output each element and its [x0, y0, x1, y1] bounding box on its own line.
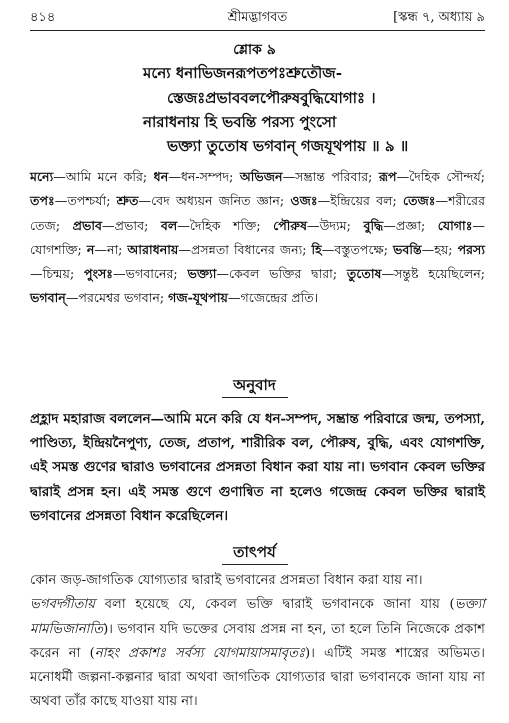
synonym-meaning: —কেবল ভক্তির দ্বারা; — [216, 266, 347, 282]
synonym-word: হি — [311, 241, 322, 257]
book-title: শ্রীমদ্ভাগবত — [227, 10, 288, 25]
synonym-meaning: —হয়; — [421, 241, 458, 257]
purport-text-run: )। এটিই সমস্ত শাস্ত্রের অভিমত। মনোধর্মী জল্পনা-কল্পনার দ্বারা অথবা জাগতিক যোগ্যতার দ্বারা ভগবানকে জানা যায় না অথবা তাঁর কাছে যাওয়া যায় না। — [30, 645, 485, 710]
synonym-word: বল — [160, 217, 178, 233]
synonym-word: ন — [86, 241, 95, 257]
synonym-meaning: —সন্তুষ্ট হয়েছিলেন; — [381, 266, 485, 282]
synonym-meaning: —শরীরের তেজ; — [30, 193, 485, 233]
chapter-reference: [স্কন্ধ ৭, অধ্যায় ৯ — [393, 10, 485, 25]
page-header — [30, 8, 485, 28]
purport-italic: ভগবদ্গীতায় — [30, 597, 96, 613]
synonym-word: পুংসঃ — [84, 266, 114, 282]
synonym-word: বুদ্ধি — [363, 217, 384, 233]
synonym-word: তপঃ — [30, 193, 55, 209]
synonym-meaning: —চিন্ময়; — [30, 266, 85, 282]
synonym-meaning: —প্রভাব; — [102, 217, 161, 233]
synonym-word: যোগাঃ — [437, 217, 473, 233]
synonym-meaning: —তপশ্চর্যা; — [54, 193, 117, 209]
synonym-word: তেজঃ — [402, 193, 436, 209]
verse-line: স্তেজঃপ্রভাববলপৌরুষবুদ্ধিযোগাঃ । — [167, 89, 376, 107]
purport-line-1: কোন জড়-জাগতিক যোগ্যতার দ্বারাই ভগবানের প্রসন্নতা বিধান করা যায় না। — [30, 573, 423, 588]
verse-line: নারাধনায় হি ভবন্তি পরস্য পুংসো — [143, 113, 337, 131]
synonym-meaning: —না; — [94, 241, 128, 257]
synonym-word: অভিজন — [239, 169, 283, 184]
synonym-word: ভক্ত্যা — [187, 266, 217, 282]
synonym-meaning: —ধন-সম্পদ; — [168, 169, 240, 184]
verse-line: মন্যে ধনাভিজনরূপতপঃশ্রুতৌজ- — [143, 64, 342, 82]
purport-title: তাৎপর্য — [233, 543, 276, 561]
synonym-word: ধন — [153, 169, 169, 184]
synonym-meaning: —পরমেশ্বর ভগবান; — [65, 290, 169, 306]
synonym-meaning: —দৈহিক সৌন্দর্য; — [396, 169, 485, 184]
synonym-meaning: —প্রজ্ঞা; — [383, 217, 438, 233]
synonym-meaning: —প্রসন্নতা বিধানের জন্য; — [178, 241, 312, 257]
synonym-word: মন্যে — [30, 169, 54, 184]
page-number: ৪১৪ — [30, 10, 56, 25]
synonyms-block — [30, 165, 485, 311]
synonym-word: পরস্য — [457, 241, 486, 257]
translation-text: প্রহ্লাদ মহারাজ বললেন—আমি মনে করি যে ধন-সম্পদ, সম্ভ্রান্ত পরিবারে জন্ম, তপস্যা, পাণ্ডিত্য, ইন্দ্রিয়নৈপুণ্য, তেজ, প্রতাপ, শারীরিক বল, পৌরুষ, বুদ্ধি, এবং যোগশক্তি, এই সমস্ত গুণের দ্বারাও ভগবানের প্রসন্নতা বিধান করা যায় না। ভগবান কেবল ভক্তির দ্বারাই প্রসন্ন হন। এই সমস্ত গুণে গুণান্বিত না হলেও গজেন্দ্র কেবল ভক্তির দ্বারাই ভগবানের প্রসন্নতা বিধান করেছিলেন। — [30, 411, 485, 524]
synonym-word: রূপ — [378, 169, 397, 184]
verse-line: ভক্ত্যা তুতোষ ভগবান্ গজযূথপায় ॥ ৯ ॥ — [167, 137, 409, 155]
synonym-word: তুতোষ — [346, 266, 382, 282]
synonym-word: শ্রুত — [116, 193, 139, 209]
synonym-word: প্রভাব — [72, 217, 103, 233]
synonym-word: ভবন্তি — [392, 241, 422, 257]
synonym-meaning: —ইন্দ্রিয়ের বল; — [317, 193, 403, 209]
purport-text-run: বলা হয়েছে যে, কেবল ভক্তি দ্বারাই ভগবানকে জানা যায় ( — [95, 597, 455, 613]
title-underline — [222, 564, 288, 565]
synonym-meaning: —ভগবানের; — [113, 266, 188, 282]
synonym-word: ভগবান্ — [30, 290, 66, 306]
synonym-word: আরাধনায় — [127, 241, 179, 257]
verse-number: শ্লোক ৯ — [233, 42, 276, 58]
purport-text-run: )। ভগবান যদি ভক্তের সেবায় প্রসন্ন না হন, তা হলে তিনি নিজেকে প্রকাশ করেন না ( — [30, 621, 485, 661]
purport-paragraph — [30, 593, 485, 714]
purport-italic: নাহং প্রকাশঃ সর্বস্য যোগমায়াসমাবৃতঃ — [94, 645, 306, 661]
synonym-meaning: —গজেন্দ্রের প্রতি। — [227, 290, 319, 306]
synonym-meaning: —সম্ভ্রান্ত পরিবার; — [282, 169, 379, 184]
synonym-meaning: —বেদ অধ্যয়ন জনিত জ্ঞান; — [138, 193, 291, 209]
purport-text — [30, 569, 485, 715]
synonym-word: পৌরুষ — [273, 217, 308, 233]
translation-title: অনুবাদ — [233, 376, 276, 394]
synonym-meaning: —বস্তুতপক্ষে; — [321, 241, 393, 257]
title-underline — [222, 397, 288, 398]
synonym-word: গজ-যূথপায় — [168, 290, 228, 306]
purport-italic: ভক্ত্যা মামভিজানাতি — [30, 597, 485, 637]
header-rule — [30, 30, 485, 31]
synonym-word: ওজঃ — [290, 193, 318, 209]
synonym-meaning: —আমি মনে করি; — [53, 169, 154, 184]
synonym-meaning: —যোগশক্তি; — [30, 217, 485, 257]
synonym-meaning: —উদ্যম; — [307, 217, 364, 233]
synonym-meaning: —দৈহিক শক্তি; — [177, 217, 274, 233]
